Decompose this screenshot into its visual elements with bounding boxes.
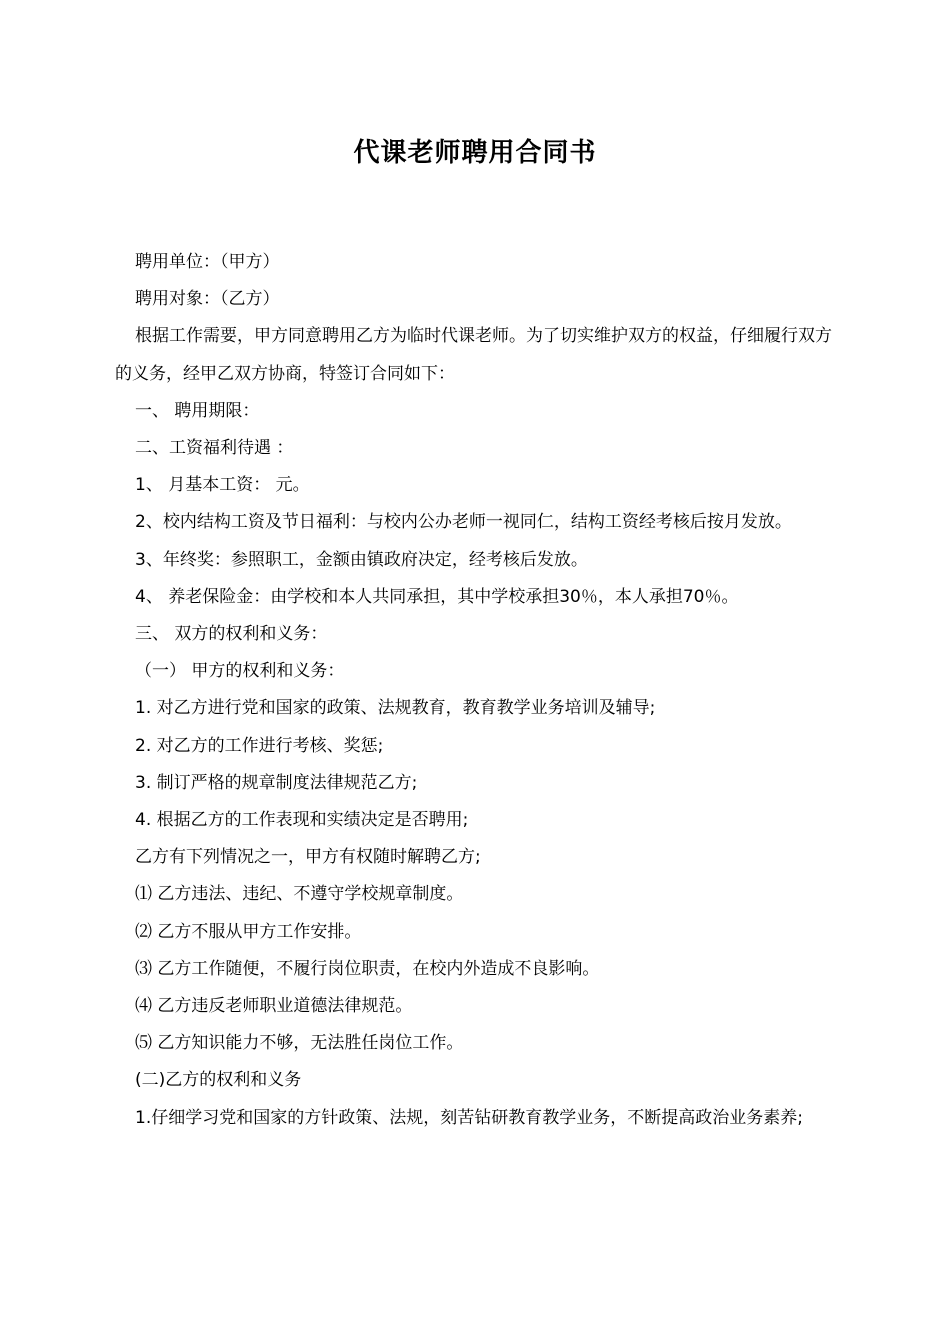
- salary-item-1: 1、 月基本工资： 元。: [135, 475, 310, 496]
- document-title: 代课老师聘用合同书: [353, 138, 597, 168]
- salary-item-4: 4、 养老保险金：由学校和本人共同承担，其中学校承担30％，本人承担70％。: [135, 586, 739, 607]
- salary-item-3: 3、年终奖：参照职工，金额由镇政府决定，经考核后发放。: [135, 549, 588, 570]
- section-rights-heading: 三、 双方的权利和义务：: [135, 624, 328, 645]
- dismissal-intro: 乙方有下列情况之一，甲方有权随时解聘乙方;: [135, 847, 481, 868]
- dismissal-item-2: ⑵ 乙方不服从甲方工作安排。: [135, 921, 362, 942]
- paragraph-employer: 聘用单位：（甲方）: [135, 252, 280, 272]
- paragraph-preamble: 根据工作需要，甲方同意聘用乙方为临时代课老师。为了切实维护双方的权益，仔细履行双方的义务，经甲乙双方协商，特签订合同如下：: [115, 326, 832, 384]
- party-a-item-4: 4. 根据乙方的工作表现和实绩决定是否聘用;: [135, 810, 469, 831]
- dismissal-item-4: ⑷ 乙方违反老师职业道德法律规范。: [135, 996, 413, 1017]
- dismissal-item-3: ⑶ 乙方工作随便，不履行岗位职责，在校内外造成不良影响。: [135, 958, 600, 979]
- party-a-heading: （一） 甲方的权利和义务：: [135, 661, 345, 682]
- section-term-heading: 一、 聘用期限：: [135, 400, 260, 421]
- document-body: [115, 244, 837, 1137]
- party-b-item-1: 1.仔细学习党和国家的方针政策、法规，刻苦钻研教育教学业务，不断提高政治业务素养;: [135, 1107, 803, 1128]
- party-a-item-1: 1. 对乙方进行党和国家的政策、法规教育，教育教学业务培训及辅导;: [135, 698, 656, 719]
- dismissal-item-1: ⑴ 乙方违法、违纪、不遵守学校规章制度。: [135, 884, 464, 905]
- salary-item-2: 2、校内结构工资及节日福利：与校内公办老师一视同仁，结构工资经考核后按月发放。: [135, 512, 792, 533]
- dismissal-item-5: ⑸ 乙方知识能力不够，无法胜任岗位工作。: [135, 1033, 464, 1054]
- paragraph-employee: 聘用对象：（乙方）: [135, 289, 280, 310]
- party-b-heading: (二)乙方的权利和义务: [135, 1070, 302, 1091]
- party-a-item-2: 2. 对乙方的工作进行考核、奖惩;: [135, 735, 384, 756]
- party-a-item-3: 3. 制订严格的规章制度法律规范乙方;: [135, 772, 418, 793]
- section-salary-heading: 二、工资福利待遇 ：: [135, 438, 294, 459]
